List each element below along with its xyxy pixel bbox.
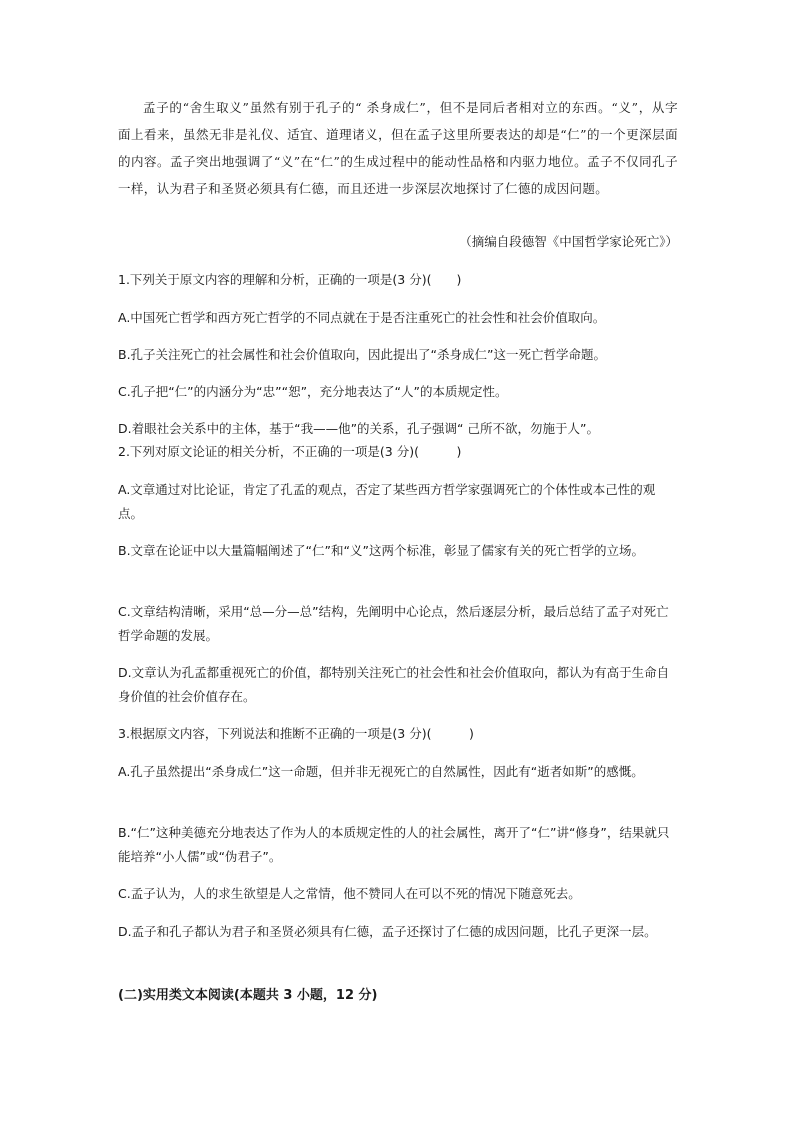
- question-2-stem: 2.下列对原文论证的相关分析，不正确的一项是(3 分)( ): [118, 444, 462, 459]
- question-3-stem: 3.根据原文内容，下列说法和推断不正确的一项是(3 分)( ): [118, 726, 474, 741]
- passage: [118, 94, 678, 202]
- source-citation: （摘编自段德智《中国哲学家论死亡》）: [459, 234, 678, 249]
- question-2-option-c: C.文章结构清晰，采用“总—分—总”结构，先阐明中心论点，然后逐层分析，最后总结了孟子对死亡哲学命题的发展。: [118, 604, 669, 643]
- question-3-option-a: A.孔子虽然提出“杀身成仁”这一命题，但并非无视死亡的自然属性，因此有“逝者如斯”的感慨。: [118, 764, 644, 779]
- question-1-option-a: A.中国死亡哲学和西方死亡哲学的不同点就在于是否注重死亡的社会性和社会价值取向。: [118, 310, 606, 325]
- section-heading: (二)实用类文本阅读(本题共 3 小题，12 分): [118, 988, 378, 1003]
- question-1-stem: 1.下列关于原文内容的理解和分析，正确的一项是(3 分)( ): [118, 272, 462, 287]
- question-3-option-b: B.“仁”这种美德充分地表达了作为人的本质规定性的人的社会属性，离开了“仁”讲“修身”，结果就只能培养“小人儒”或“伪君子”。: [118, 825, 670, 864]
- question-2-option-d: D.文章认为孔孟都重视死亡的价值，都特别关注死亡的社会性和社会价值取向，都认为有高于生命自身价值的社会价值存在。: [118, 665, 670, 704]
- question-1-option-b: B.孔子关注死亡的社会属性和社会价值取向，因此提出了“杀身成仁”这一死亡哲学命题。: [118, 347, 607, 362]
- question-2-option-b: B.文章在论证中以大量篇幅阐述了“仁”和“义”这两个标准，彰显了儒家有关的死亡哲学的立场。: [118, 543, 644, 558]
- question-1-option-c: C.孔子把“仁”的内涵分为“忠”“恕”，充分地表达了“人”的本质规定性。: [118, 384, 508, 399]
- question-3-option-d: D.孟子和孔子都认为君子和圣贤必须具有仁德，孟子还探讨了仁德的成因问题，比孔子更深一层。: [118, 924, 657, 939]
- question-1-option-d: D.着眼社会关系中的主体，基于“我——他”的关系，孔子强调“ 己所不欲，勿施于人”。: [118, 421, 599, 436]
- question-3-option-c: C.孟子认为，人的求生欲望是人之常情，他不赞同人在可以不死的情况下随意死去。: [118, 886, 581, 901]
- question-2-option-a: A.文章通过对比论证，肯定了孔孟的观点，否定了某些西方哲学家强调死亡的个体性或本己性的观点。: [118, 482, 656, 521]
- passage-text: 孟子的“舍生取义”虽然有别于孔子的“ 杀身成仁”，但不是同后者相对立的东西。“义”，从字面上看来，虽然无非是礼仪、适宜、道理诸义，但在孟子这里所要表达的却是“仁”的一个更深层面的内容。孟子突出地强调了“义”在“仁”的生成过程中的能动性品格和内驱力地位。孟子不仅同孔子一样，认为君子和圣贤必须具有仁德，而且还进一步深层次地探讨了仁德的成因问题。: [118, 100, 678, 196]
